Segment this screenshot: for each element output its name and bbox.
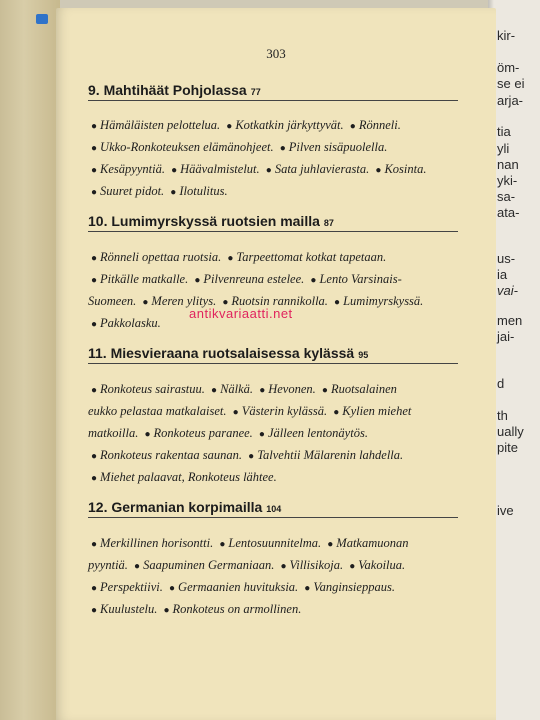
chapter-page-number: 95 xyxy=(358,350,369,360)
bookmark-tab xyxy=(36,14,48,24)
right-page-fragment: ive xyxy=(497,503,514,518)
chapter-page-number: 77 xyxy=(250,87,261,97)
summary-item: Meren ylitys. xyxy=(151,294,217,308)
summary-item: Lento Varsinais-Suomeen. xyxy=(88,272,402,308)
right-page-fragment: arja- xyxy=(497,93,524,108)
chapter-summary: ● Ronkoteus sairastuu. ● Nälkä. ● Hevonen. ● Ruotsalainen eukko pelastaa matkalaiset. ● Västerin kylässä. ● Kylien miehet matkoilla. ● Ronkoteus paranee. ● Jälleen lentonäytös. ● Ronkoteus rakentaa saunan. ● Talvehtii Mälarenin lahdella. ● Miehet palaavat, Ronkoteus lähtee. xyxy=(88,382,412,484)
summary-item: Saapuminen Germaniaan. xyxy=(143,558,275,572)
book-page xyxy=(56,8,496,720)
right-page-fragment: men xyxy=(497,313,523,328)
summary-item: Germaanien huvituksia. xyxy=(178,580,299,594)
right-page-fragment: ually xyxy=(497,424,524,439)
summary-item: Sata juhlavierasta. xyxy=(274,162,370,176)
summary-item: Perspektiivi. xyxy=(100,580,163,594)
summary-item: Pitkälle matkalle. xyxy=(100,272,189,286)
chapter-title: 11. Miesvieraana ruotsalaisessa kylässä xyxy=(88,345,355,361)
summary-item: Hevonen. xyxy=(268,382,316,396)
summary-item: Rönneli. xyxy=(358,118,401,132)
summary-item: Pakkolasku. xyxy=(100,316,161,330)
summary-item: Rönneli opettaa ruotsia. xyxy=(100,250,222,264)
summary-item: Ruotsalainen eukko pelastaa matkalaiset. xyxy=(88,382,397,418)
right-page-fragment: kir- xyxy=(497,28,516,43)
summary-item: Kylien miehet matkoilla. xyxy=(88,404,412,440)
left-page-edge xyxy=(0,0,60,720)
summary-item: Merkillinen horisontti. xyxy=(100,536,214,550)
right-page-fragment: sa- xyxy=(497,189,516,204)
summary-item: Tarpeettomat kotkat tapetaan. xyxy=(236,250,387,264)
chapter-heading xyxy=(88,499,458,518)
summary-item: Västerin kylässä. xyxy=(241,404,328,418)
summary-item: Kuulustelu. xyxy=(100,602,158,616)
watermark: antikvariaatti.net xyxy=(189,306,293,321)
right-page-fragment: jai- xyxy=(497,329,515,344)
summary-item: Lentosuunnitelma. xyxy=(228,536,322,550)
summary-item: Pilvenreuna estelee. xyxy=(203,272,305,286)
right-page-fragment: ata- xyxy=(497,205,520,220)
right-page-fragment: yli xyxy=(497,141,510,156)
chapter-summary: ● Rönneli opettaa ruotsia. ● Tarpeettomat kotkat tapetaan. ● Pitkälle matkalle. ● Pilvenreuna estelee. ● Lento Varsinais-Suomeen. ● Meren ylitys. ● Ruotsin rannikolla. ● Lumimyrskyssä. ● Pakkolasku. xyxy=(88,250,424,330)
right-page-fragment: nan xyxy=(497,157,519,172)
summary-item: Kosinta. xyxy=(384,162,427,176)
summary-item: Kotkatkin järkyttyvät. xyxy=(235,118,344,132)
right-page-fragment: ia xyxy=(497,267,508,282)
summary-item: Nälkä. xyxy=(220,382,254,396)
right-page-fragment: yki- xyxy=(497,173,518,188)
summary-item: Ronkoteus rakentaa saunan. xyxy=(100,448,243,462)
right-page-fragment: tia xyxy=(497,124,511,139)
summary-item: Vanginsieppaus. xyxy=(313,580,395,594)
summary-item: Ukko-Ronkoteuksen elämänohjeet. xyxy=(100,140,274,154)
summary-item: Ruotsin rannikolla. xyxy=(231,294,328,308)
summary-item: Lumimyrskyssä. xyxy=(343,294,424,308)
right-page-fragment: öm- xyxy=(497,60,520,75)
right-page-fragment: th xyxy=(497,408,508,423)
summary-item: Kesäpyyntiä. xyxy=(100,162,165,176)
chapter-heading xyxy=(88,213,458,232)
chapter-summary: ● Merkillinen horisontti. ● Lentosuunnitelma. ● Matkamuonan pyyntiä. ● Saapuminen Germaniaan. ● Villisikoja. ● Vakoilua. ● Perspektiivi. ● Germaanien huvituksia. ● Vanginsieppaus. ● Kuulustelu. ● Ronkoteus on armollinen. xyxy=(88,536,409,616)
right-page-fragment: us- xyxy=(497,251,516,266)
summary-item: Jälleen lentonäytös. xyxy=(267,426,368,440)
chapter-heading xyxy=(88,82,458,101)
right-page-fragment: pite xyxy=(497,440,518,455)
summary-item: Pilven sisäpuolella. xyxy=(288,140,388,154)
right-page-fragment: se ei xyxy=(497,76,525,91)
chapter-title: 12. Germanian korpimailla xyxy=(88,499,263,515)
summary-item: Ronkoteus sairastuu. xyxy=(100,382,205,396)
chapter-page-number: 87 xyxy=(323,218,334,228)
chapter-title: 9. Mahtihäät Pohjolassa xyxy=(88,82,247,98)
right-page-fragment: d xyxy=(497,376,505,391)
chapter-summary: ● Hämäläisten pelottelua. ● Kotkatkin järkyttyvät. ● Rönneli. ● Ukko-Ronkoteuksen elämänohjeet. ● Pilven sisäpuolella. ● Kesäpyyntiä. ● Häävalmistelut. ● Sata juhlavierasta. ● Kosinta. ● Suuret pidot. ● Ilotulitus. xyxy=(91,118,427,198)
summary-item: Ronkoteus on armollinen. xyxy=(172,602,302,616)
summary-item: Hämäläisten pelottelua. xyxy=(100,118,221,132)
summary-item: Vakoilua. xyxy=(358,558,406,572)
summary-item: Talvehtii Mälarenin lahdella. xyxy=(257,448,404,462)
summary-item: Miehet palaavat, Ronkoteus lähtee. xyxy=(100,470,277,484)
chapter-heading xyxy=(88,345,458,364)
right-page-fragment: vai- xyxy=(497,283,518,298)
summary-item: Ilotulitus. xyxy=(179,184,228,198)
summary-item: Villisikoja. xyxy=(289,558,344,572)
page-number: 303 xyxy=(266,46,286,61)
chapter-page-number: 104 xyxy=(266,504,282,514)
summary-item: Matkamuonan pyyntiä. xyxy=(88,536,409,572)
summary-item: Ronkoteus paranee. xyxy=(153,426,253,440)
chapter-title: 10. Lumimyrskyssä ruotsien mailla xyxy=(88,213,320,229)
summary-item: Suuret pidot. xyxy=(100,184,165,198)
summary-item: Häävalmistelut. xyxy=(180,162,260,176)
